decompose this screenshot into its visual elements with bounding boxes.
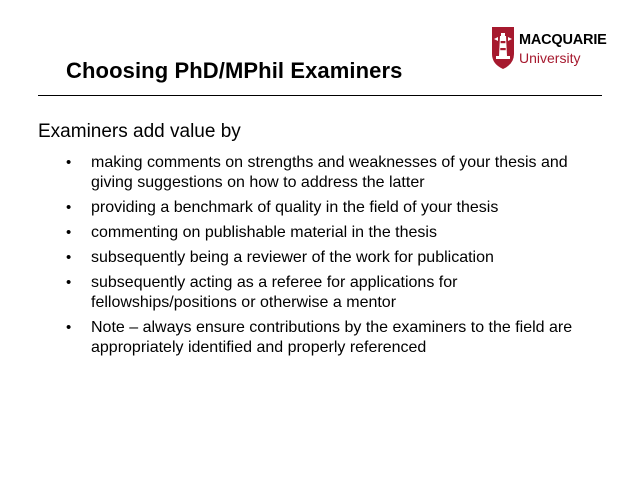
bullet-item [66,153,606,193]
bullet-icon: • [66,224,72,241]
bullet-icon: • [66,249,72,266]
bullet-item [66,248,606,268]
bullet-text: commenting on publishable material in the thesis [91,224,437,241]
bullet-icon: • [66,154,72,171]
bullet-item [66,198,606,218]
bullet-item [66,223,606,243]
bullet-item [66,273,606,313]
lead-text: Examiners add value by [38,121,241,142]
slide-title: Choosing PhD/MPhil Examiners [66,58,403,83]
lighthouse-shield-icon [491,26,515,70]
bullet-icon: • [66,199,72,216]
bullet-text: subsequently being a reviewer of the work for publication [91,249,494,266]
bullet-text: subsequently acting as a referee for applications for fellowships/positions or otherwise a mentor [91,274,458,311]
title-divider [38,95,602,96]
university-logo [491,26,607,72]
bullet-item [66,318,606,358]
bullet-icon: • [66,274,72,291]
bullet-icon: • [66,319,72,336]
bullet-list [66,153,606,363]
logo-name: MACQUARIE [519,32,607,48]
bullet-text: making comments on strengths and weaknesses of your thesis and giving suggestions on how to address the latter [91,154,568,191]
bullet-text: providing a benchmark of quality in the field of your thesis [91,199,499,216]
bullet-text: Note – always ensure contributions by the examiners to the field are appropriately identified and properly referenced [91,319,573,356]
logo-subtitle: University [519,50,581,66]
